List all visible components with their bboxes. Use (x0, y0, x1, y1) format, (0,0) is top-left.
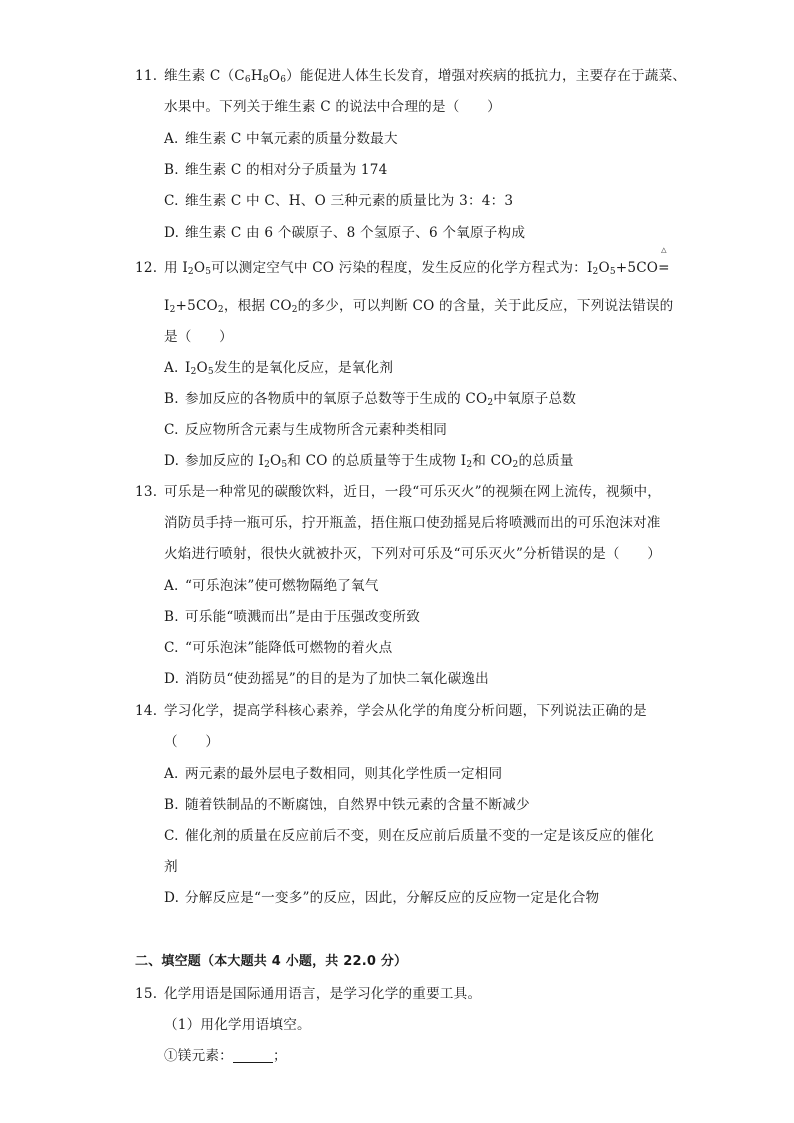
question-14-line-2: （ ） (164, 734, 220, 750)
question-number: 13. (135, 484, 158, 500)
question-15-item-1: ①镁元素： ； (164, 1048, 287, 1064)
q14-option-c: C. 催化剂的质量在反应前后不变，则在反应前后质量不变的一定是该反应的催化 (164, 828, 654, 844)
q12-option-a: A. $I_2O_5$发生的是氧化反应，是氧化剂 (164, 360, 394, 377)
question-13-line-1: 13. 可乐是一种常见的碳酸饮料，近日，一段“可乐灭火”的视频在网上流传，视频中， (135, 484, 662, 500)
question-number: 12. (135, 260, 158, 276)
q14-option-a: A. 两元素的最外层电子数相同，则其化学性质一定相同 (164, 766, 503, 782)
q13-option-d: D. 消防员“使劲摇晃”的目的是为了加快二氧化碳逸出 (164, 671, 489, 687)
section-heading: 二、填空题（本大题共 4 小题，共 22.0 分） (135, 954, 408, 969)
question-number: 11. (135, 68, 158, 84)
q13-option-c: C. “可乐泡沫”能降低可燃物的着火点 (164, 640, 393, 656)
q14-option-d: D. 分解反应是“一变多”的反应，因此，分解反应的反应物一定是化合物 (164, 890, 600, 906)
question-12-line-3: 是（ ） (164, 329, 233, 345)
question-11-line-2: 水果中。下列关于维生素 C 的说法中合理的是（ ） (164, 99, 501, 115)
question-15-sub-1: （1）用化学用语填空。 (164, 1017, 311, 1033)
q11-option-d: D. 维生素 C 由 6 个碳原子、8 个氢原子、6 个氧原子构成 (164, 225, 526, 241)
answer-blank[interactable] (233, 1048, 273, 1063)
question-13-line-2: 消防员手持一瓶可乐，拧开瓶盖，捂住瓶口使劲摇晃后将喷溅而出的可乐泡沫对准 (164, 515, 661, 531)
question-number: 15. (135, 986, 158, 1002)
q12-option-d: D. 参加反应的 $I_2O_5$和 CO 的总质量等于生成物 $I_2$和 $CO_2$的总质量 (164, 453, 574, 470)
q12-option-c: C. 反应物所含元素与生成物所含元素种类相同 (164, 422, 448, 438)
q14-option-c-continued: 剂 (164, 859, 178, 875)
q11-option-b: B. 维生素 C 的相对分子质量为 174 (164, 162, 388, 178)
question-12-line-1: 12. 用 $I_2O_5$可以测定空气中 CO 污染的程度，发生反应的化学方程式为：$I_2O_5+5CO$ △ = (135, 246, 670, 277)
question-14-line-1: 14. 学习化学，提高学科核心素养，学会从化学的角度分析问题，下列说法正确的是 (135, 703, 647, 719)
question-12-line-2: $I_2+5CO_2$，根据 $CO_2$的多少，可以判断 CO 的含量，关于此反应，下列说法错误的 (164, 298, 674, 315)
q13-option-b: B. 可乐能“喷溅而出”是由于压强改变所致 (164, 609, 420, 625)
q14-option-b: B. 随着铁制品的不断腐蚀，自然界中铁元素的含量不断减少 (164, 797, 530, 813)
question-number: 14. (135, 703, 158, 719)
question-11-line-1: 11. 维生素 $C(C_6H_8O_6)$能促进人体生长发育，增强对疾病的抵抗力，主要存在于蔬菜、 (135, 68, 687, 85)
question-13-line-3: 火焰进行喷射，很快火就被扑灭，下列对可乐及“可乐灭火”分析错误的是（ ） (164, 546, 662, 562)
q11-option-c: C. 维生素 C 中 C、H、O 三种元素的质量比为 3：4：3 (164, 193, 514, 209)
q12-option-b: B. 参加反应的各物质中的氧原子总数等于生成的 $CO_2$中氧原子总数 (164, 391, 577, 408)
heat-condition-sign: △ = (658, 246, 670, 276)
q13-option-a: A. “可乐泡沫”使可燃物隔绝了氧气 (164, 578, 379, 594)
q11-option-a: A. 维生素 C 中氧元素的质量分数最大 (164, 131, 398, 147)
question-15-line-1: 15. 化学用语是国际通用语言，是学习化学的重要工具。 (135, 986, 482, 1002)
